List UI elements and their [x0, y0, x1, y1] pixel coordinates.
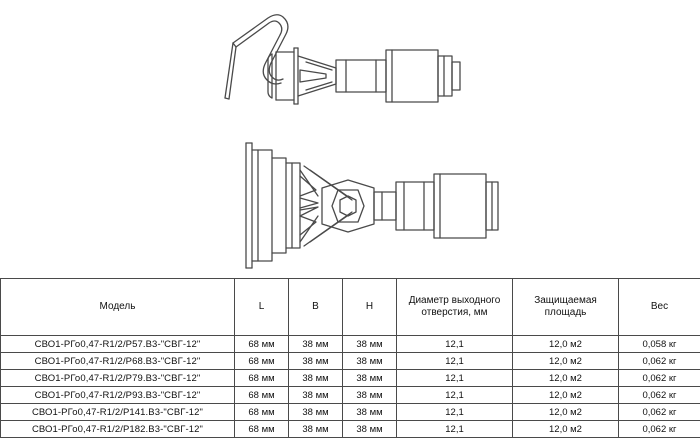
header-length: L	[235, 279, 289, 336]
table-row	[1, 404, 700, 421]
cell-model: СВО1-РГо0,47-R1/2/Р141.В3-"СВГ-12"	[1, 404, 235, 421]
cell-model: СВО1-РГо0,47-R1/2/Р68.В3-"СВГ-12"	[1, 353, 235, 370]
cell-weight: 0,062 кг	[619, 387, 700, 404]
cell-width: 38 мм	[289, 404, 343, 421]
cell-outlet-diameter: 12,1	[397, 336, 513, 353]
cell-protected-area: 12,0 м2	[513, 353, 619, 370]
cell-length: 68 мм	[235, 387, 289, 404]
cell-length: 68 мм	[235, 353, 289, 370]
cell-protected-area: 12,0 м2	[513, 421, 619, 438]
header-protected-area-line1: Защищаемая	[516, 295, 615, 308]
header-model: Модель	[1, 279, 235, 336]
cell-width: 38 мм	[289, 387, 343, 404]
header-width: B	[289, 279, 343, 336]
cell-outlet-diameter: 12,1	[397, 404, 513, 421]
cell-weight: 0,062 кг	[619, 370, 700, 387]
cell-width: 38 мм	[289, 421, 343, 438]
cell-model: СВО1-РГо0,47-R1/2/Р79.В3-"СВГ-12"	[1, 370, 235, 387]
header-protected-area-line2: площадь	[516, 307, 615, 320]
cell-height: 38 мм	[343, 421, 397, 438]
cell-outlet-diameter: 12,1	[397, 370, 513, 387]
cell-protected-area: 12,0 м2	[513, 387, 619, 404]
header-outlet-diameter-line1: Диаметр выходного	[400, 295, 509, 308]
cell-length: 68 мм	[235, 336, 289, 353]
cell-width: 38 мм	[289, 353, 343, 370]
cell-length: 68 мм	[235, 404, 289, 421]
cell-outlet-diameter: 12,1	[397, 387, 513, 404]
front-section-view	[246, 143, 498, 268]
cell-length: 68 мм	[235, 421, 289, 438]
table-body	[1, 336, 700, 438]
table-header-row	[1, 279, 700, 336]
cell-width: 38 мм	[289, 336, 343, 353]
side-view-with-wrench	[225, 15, 460, 104]
cell-weight: 0,062 кг	[619, 421, 700, 438]
cell-model: СВО1-РГо0,47-R1/2/Р93.В3-"СВГ-12"	[1, 387, 235, 404]
cell-height: 38 мм	[343, 336, 397, 353]
header-outlet-diameter-line2: отверстия, мм	[400, 307, 509, 320]
cell-height: 38 мм	[343, 387, 397, 404]
table-row	[1, 421, 700, 438]
specification-table	[0, 278, 700, 438]
cell-protected-area: 12,0 м2	[513, 370, 619, 387]
header-weight: Вес	[619, 279, 700, 336]
cell-height: 38 мм	[343, 353, 397, 370]
cell-weight: 0,062 кг	[619, 404, 700, 421]
cell-model: СВО1-РГо0,47-R1/2/Р57.В3-"СВГ-12"	[1, 336, 235, 353]
header-protected-area	[513, 279, 619, 336]
cell-outlet-diameter: 12,1	[397, 353, 513, 370]
cell-weight: 0,058 кг	[619, 336, 700, 353]
header-outlet-diameter	[397, 279, 513, 336]
table-row	[1, 336, 700, 353]
cell-height: 38 мм	[343, 370, 397, 387]
cell-weight: 0,062 кг	[619, 353, 700, 370]
cell-model: СВО1-РГо0,47-R1/2/Р182.В3-"СВГ-12"	[1, 421, 235, 438]
header-height: H	[343, 279, 397, 336]
cell-length: 68 мм	[235, 370, 289, 387]
table-row	[1, 370, 700, 387]
table-header	[1, 279, 700, 336]
cell-protected-area: 12,0 м2	[513, 336, 619, 353]
table-row	[1, 387, 700, 404]
cell-height: 38 мм	[343, 404, 397, 421]
cell-outlet-diameter: 12,1	[397, 421, 513, 438]
specification-table-container	[0, 278, 700, 438]
table-row	[1, 353, 700, 370]
cell-width: 38 мм	[289, 370, 343, 387]
cell-protected-area: 12,0 м2	[513, 404, 619, 421]
